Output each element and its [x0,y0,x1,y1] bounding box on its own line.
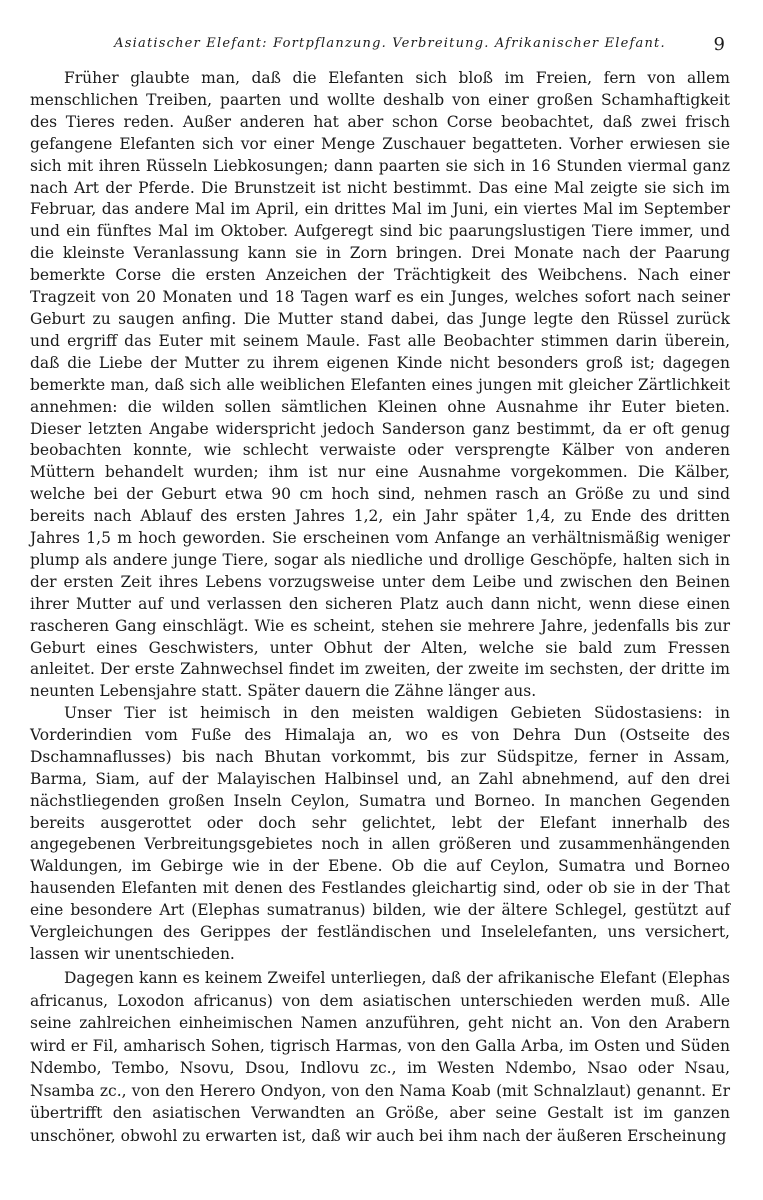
paragraph: Unser Tier ist heimisch in den meisten waldigen Gebieten Südostasiens: in Vorderindien vom Fuße des Himalaja an, wo es von Dehra Dun (Ostseite des Dschamnaflusses) bis nach Bhutan vorkommt, bis zur Südspitze, ferner in Assam, Barma, Siam, auf der Malayischen Halbinsel und, an Zahl abnehmend, auf den drei nächstliegenden großen Inseln Ceylon, Sumatra und Borneo. In manchen Gegenden bereits ausgerottet oder doch sehr gelichtet, lebt der Elefant innerhalb des angegebenen Verbreitungsgebietes noch in allen größeren und zusammenhängenden Waldungen, im Gebirge wie in der Ebene. Ob die auf Ceylon, Sumatra und Borneo hausenden Elefanten mit denen des Festlandes gleichartig sind, oder ob sie in der That eine besondere Art (Elephas sumatranus) bilden, wie der ältere Schlegel, gestützt auf Vergleichungen des Gerippes der festländischen und Inselelefanten, uns versichert, lassen wir unentschieden. [30,704,730,963]
paragraph: Dagegen kann es keinem Zweifel unterliegen, daß der afrikanische Elefant (Elephas africanus, Loxodon africanus) von dem asiatischen unterschieden werden muß. Alle seine zahlreichen einheimischen Namen anzuführen, geht nicht an. Von den Arabern wird er Fil, amharisch Sohen, tigrisch Harmas, von den Galla Arba, im Osten und Süden Ndembo, Tembo, Nsovu, Dsou, Indlovu zc., im Westen Ndembo, Nsao oder Nsau, Nsamba zc., von den Herero Ondyon, von den Nama Koab (mit Schnalzlaut) genannt. Er übertrifft den asiatischen Verwandten an Größe, aber seine Gestalt ist im ganzen unschöner, obwohl zu erwarten ist, daß wir auch bei ihm nach der äußeren Erscheinung [30,969,730,1145]
paragraph-african-elephant [30,967,730,1147]
running-header: Asiatischer Elefant: Fortpflanzung. Verbreitung. Afrikanischer Elefant. [114,36,666,51]
paragraph: Früher glaubte man, daß die Elefanten sich bloß im Freien, fern von allem menschlichen Treiben, paarten und wollte deshalb von einer großen Schamhaftigkeit des Tieres reden. Außer anderen hat aber schon Corse beobachtet, daß zwei frisch gefangene Elefanten sich vor einer Menge Zuschauer begatteten. Vorher erwiesen sie sich mit ihren Rüsseln Liebkosungen; dann paarten sie sich in 16 Stunden viermal ganz nach Art der Pferde. Die Brunstzeit ist nicht bestimmt. Das eine Mal zeigte sie sich im Februar, das andere Mal im April, ein drittes Mal im Juni, ein viertes Mal im September und ein fünftes Mal im Oktober. Aufgeregt sind bic paarungslustigen Tiere immer, und die kleinste Veranlassung kann sie in Zorn bringen. Drei Monate nach der Paarung bemerkte Corse die ersten Anzeichen der Trächtigkeit des Weibchens. Nach einer Tragzeit von 20 Monaten und 18 Tagen warf es ein Junges, welches sofort nach seiner Geburt zu saugen anfing. Die Mutter stand dabei, das Junge legte den Rüssel zurück und ergriff das Euter mit seinem Maule. Fast alle Beobachter stimmen darin überein, daß die Liebe der Mutter zu ihrem eigenen Kinde nicht besonders groß ist; dagegen bemerkte man, daß sich alle weiblichen Elefanten eines jungen mit gleicher Zärtlichkeit annehmen: die wilden sollen sämtlichen Kleinen ohne Ausnahme ihr Euter bieten. Dieser letzten Angabe widerspricht jedoch Sanderson ganz bestimmt, da er oft genug beobachten konnte, wie schlecht verwaiste oder versprengte Kälber von anderen Müttern behandelt wurden; ihm ist nur eine Ausnahme vorgekommen. Die Kälber, welche bei der Geburt etwa 90 cm hoch sind, nehmen rasch an Größe zu und sind bereits nach Ablauf des ersten Jahres 1,2, ein Jahr später 1,4, zu Ende des dritten Jahres 1,5 m hoch geworden. Sie erscheinen vom Anfange an verhältnismäßig weniger plump als andere junge Tiere, sogar als niedliche und drollige Geschöpfe, halten sich in der ersten Zeit ihres Lebens vorzugsweise unter dem Leibe und zwischen den Beinen ihrer Mutter auf und verlassen den sicheren Platz auch dann nicht, wenn diese einen rascheren Gang einschlägt. Wie es scheint, stehen sie mehrere Jahre, jedenfalls bis zur Geburt eines Geschwisters, unter Obhut der Alten, welche sie bald zum Fressen anleitet. Der erste Zahnwechsel findet im zweiten, der zweite im sechsten, der dritte im neunten Lebensjahre statt. Später dauern die Zähne länger aus. [30,69,730,701]
paragraph-reproduction [30,68,730,703]
paragraph-distribution [30,703,730,966]
page-number: 9 [713,34,725,55]
